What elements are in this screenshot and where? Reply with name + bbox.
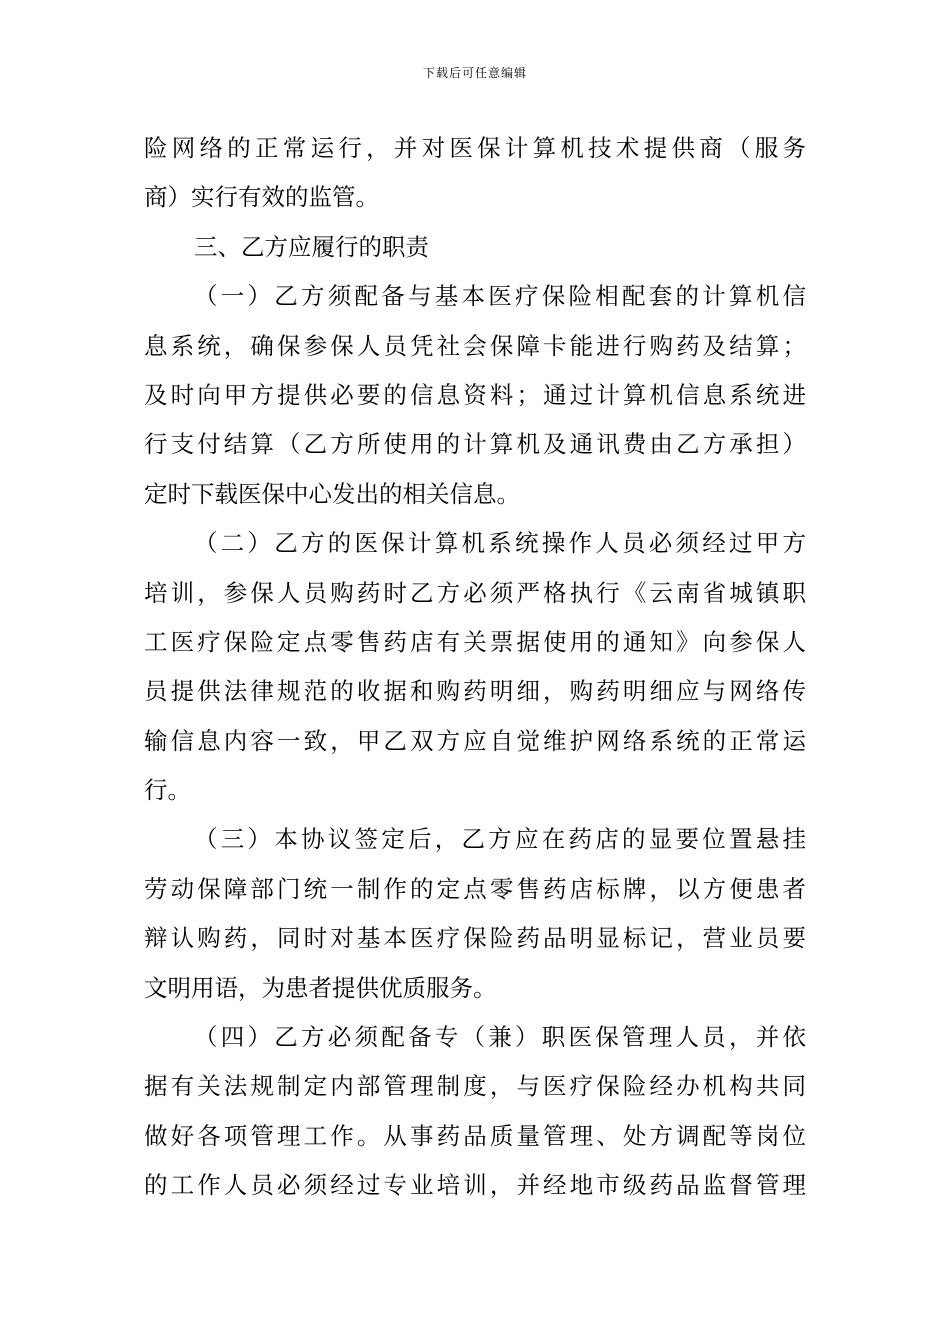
text-line: 息系统，确保参保人员凭社会保障卡能进行购药及结算； — [144, 331, 806, 360]
text-line: 辩认购药，同时对基本医疗保险药品明显标记，营业员要 — [144, 924, 806, 953]
text-line: 做好各项管理工作。从事药品质量管理、处方调配等岗位 — [144, 1121, 806, 1150]
text-line: （一）乙方须配备与基本医疗保险相配套的计算机信 — [194, 282, 806, 311]
text-line: 三、乙方应履行的职责 — [194, 232, 429, 261]
text-line: 文明用语，为患者提供优质服务。 — [144, 973, 497, 1002]
text-line: 险网络的正常运行，并对医保计算机技术提供商（服务 — [144, 134, 806, 162]
text-line: 及时向甲方提供必要的信息资料；通过计算机信息系统进 — [144, 380, 806, 409]
document-body — [144, 124, 806, 1211]
text-line: 工医疗保险定点零售药店有关票据使用的通知》向参保人 — [144, 627, 806, 656]
page-header-note: 下载后可任意编辑 — [422, 66, 527, 80]
text-line: （四）乙方必须配备专（兼）职医保管理人员，并依 — [194, 1023, 806, 1052]
text-line: （三）本协议签定后，乙方应在药店的显要位置悬挂 — [194, 825, 806, 854]
text-line: 输信息内容一致，甲乙双方应自觉维护网络系统的正常运 — [144, 726, 806, 755]
text-line: 行支付结算（乙方所使用的计算机及通讯费由乙方承担） — [144, 430, 806, 459]
text-line: 定时下载医保中心发出的相关信息。 — [144, 479, 520, 508]
text-line: 据有关法规制定内部管理制度，与医疗保险经办机构共同 — [144, 1072, 806, 1101]
text-line: 的工作人员必须经过专业培训，并经地市级药品监督管理 — [144, 1171, 806, 1200]
text-line: 培训，参保人员购药时乙方必须严格执行《云南省城镇职 — [144, 578, 806, 607]
text-line: 劳动保障部门统一制作的定点零售药店标牌，以方便患者 — [144, 874, 806, 903]
text-line: （二）乙方的医保计算机系统操作人员必须经过甲方 — [194, 529, 806, 558]
text-line: 员提供法律规范的收据和购药明细，购药明细应与网络传 — [144, 677, 806, 706]
text-line: 商）实行有效的监管。 — [144, 183, 379, 212]
text-line: 行。 — [144, 776, 191, 805]
